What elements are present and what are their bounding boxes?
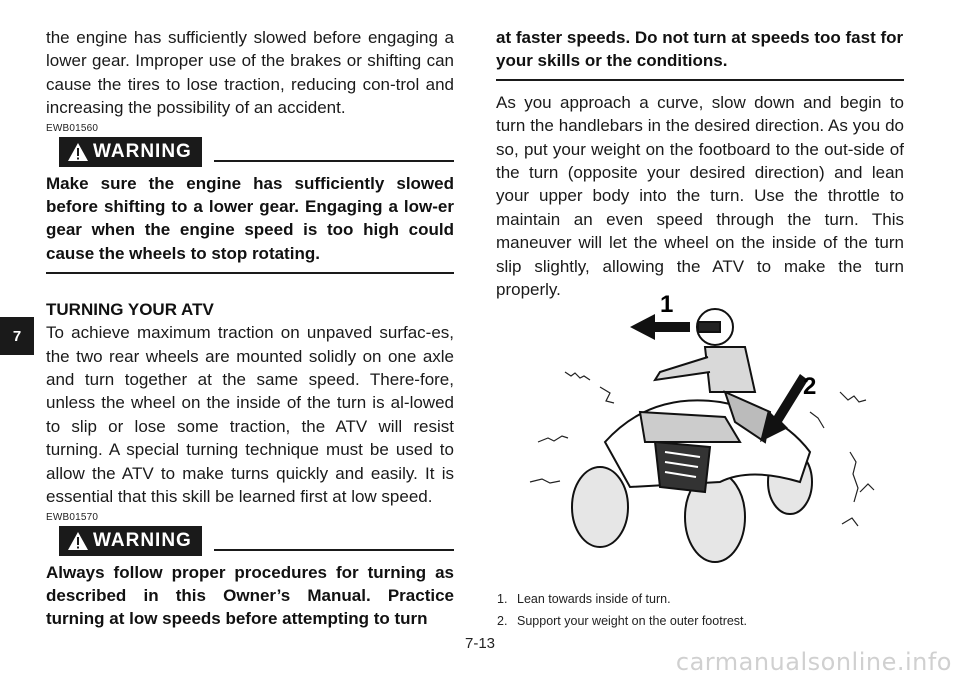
figure-captions xyxy=(497,588,747,632)
warning-rule-1 xyxy=(214,160,454,162)
warning-header-1 xyxy=(46,136,454,168)
paragraph-turning: To achieve maximum traction on unpaved surfac-es, the two rear wheels are mounted solidly on one axle and turn together at the same speed. There-fore, unless the wheel on the inside of the turn is al-lowed to slip or lose some traction, the ATV will resist turning. A special turning technique must be used to allow the ATV to make turns quickly and easily. It is essential that this skill be learned first at low speed. xyxy=(46,323,454,507)
warning-text-1: Make sure the engine has sufficiently slowed before shifting to a lower gear. Engaging a low-er gear when the engine speed is too high could cause the wheels to stop rotating. xyxy=(46,173,454,263)
warning-header-2 xyxy=(46,525,454,557)
watermark: carmanualsonline.info xyxy=(675,648,952,676)
warning-rule-2 xyxy=(214,549,454,551)
warning-code-1: EWB01560 xyxy=(46,122,99,134)
warning-badge-2 xyxy=(59,526,202,556)
chapter-tab: 7 xyxy=(0,317,34,355)
warning-end-rule-1 xyxy=(46,272,454,274)
warning-code-2: EWB01570 xyxy=(46,511,99,523)
paragraph-technique: As you approach a curve, slow down and begin to turn the handlebars in the desired direction. As you do so, put your weight on the footboard to the out-side of the turn (opposite your desired direction) and lean your upper body into the turn. Use the throttle to maintain an even speed through the turn. This maneuver will let the wheel on the inside of the turn slip slightly, allowing the ATV to make the turn properly. xyxy=(496,92,904,300)
warning-label-2: WARNING xyxy=(93,529,192,551)
callout-1: 1 xyxy=(660,292,674,318)
paragraph-braking: the engine has sufficiently slowed before engaging a lower gear. Improper use of the brakes or shifting can cause the tires to lose traction, reducing con-trol and increasing the possibility of an accident. xyxy=(46,28,454,118)
callout-2: 2 xyxy=(803,373,817,400)
lean-arrow xyxy=(630,292,690,340)
warning-triangle-icon xyxy=(67,142,89,162)
warning-triangle-icon xyxy=(67,531,89,551)
caption-item: 1. Lean towards inside of turn. xyxy=(497,592,671,606)
warning-label-1: WARNING xyxy=(93,140,192,162)
left-column xyxy=(46,26,454,631)
page-number: 7-13 xyxy=(464,635,496,652)
right-column xyxy=(496,26,904,301)
warning-badge-1 xyxy=(59,137,202,167)
section-heading: TURNING YOUR ATV xyxy=(46,300,214,320)
warning-text-2-continued: at faster speeds. Do not turn at speeds too fast for your skills or the conditions. xyxy=(496,28,904,71)
warning-text-2: Always follow proper procedures for turning as described in this Owner’s Manual. Practice turning at low speeds before attempting to turn xyxy=(46,562,454,629)
atv-turning-illustration xyxy=(510,292,900,577)
warning-end-rule-2 xyxy=(496,79,904,81)
caption-item: 2. Support your weight on the outer footrest. xyxy=(497,614,747,628)
